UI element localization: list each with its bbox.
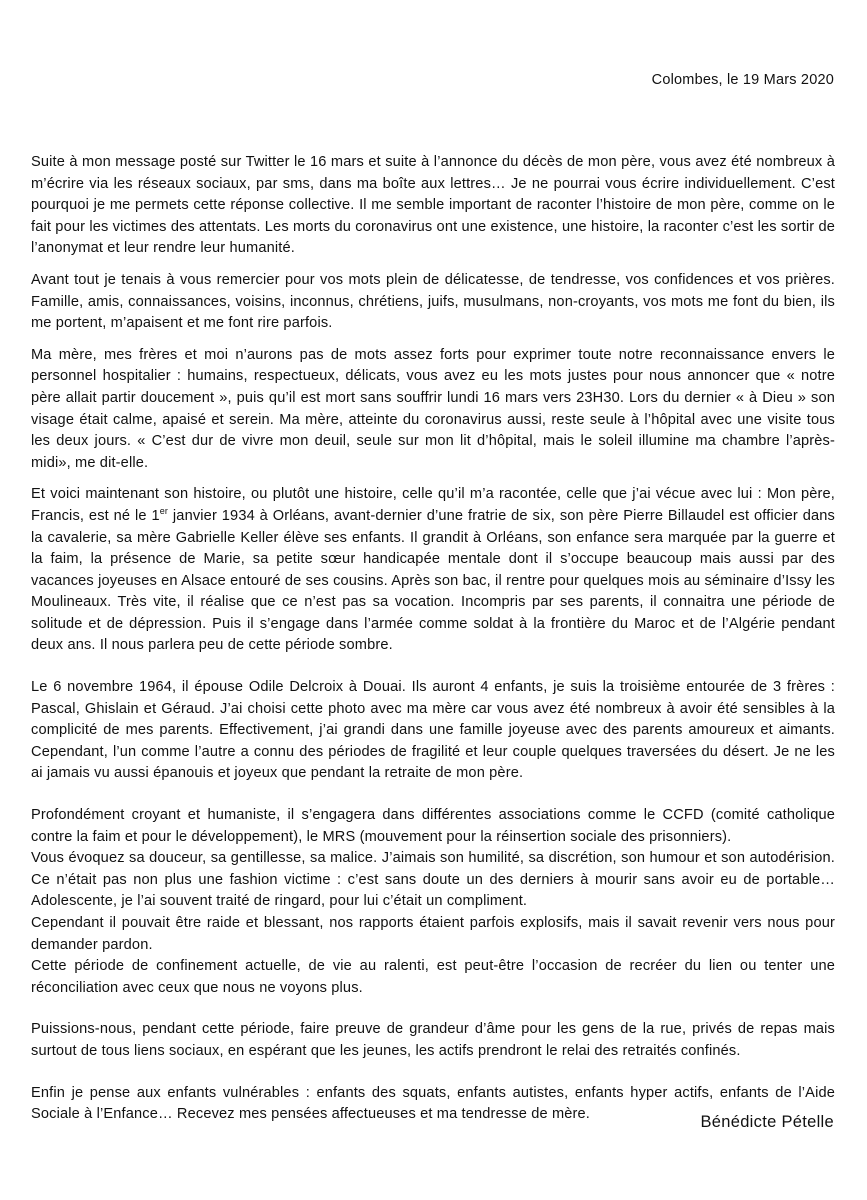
paragraph-character (31, 805, 835, 999)
paragraph-thanks: Avant tout je tenais à vous remercier pour vos mots plein de délicatesse, de tendresse, vos confidences et vos prières. Famille, amis, connaissances, voisins, inconnus, chrétiens, juifs, musulmans, non-croyants, vos mots me font du bien, ils me portent, m’apaisent et me font rire parfois. (31, 271, 835, 332)
biography-text-start: Et voici maintenant son histoire, ou plutôt une histoire, celle qu’il m’a racontée, celle que j’ai vécue avec lui : Mon père, Francis, est né le 1 (31, 486, 835, 524)
letter-body (31, 152, 835, 1126)
ordinal-superscript: er (159, 505, 169, 516)
biography-text-end: janvier 1934 à Orléans, avant-dernier d’une fratrie de six, son père Pierre Billaudel est officier dans la cavalerie, sa mère Gabrielle Keller élève ses enfants. Il grandit à Orléans, son enfance sera marquée par la guerre et la faim, la présence de Marie, sa petite sœur handicapée mentale dont il s’occupe beaucoup mais aussi par des vacances joyeuses en Alsace entouré de ses cousins. Après son bac, il rentre pour quelques mois au séminaire d’Issy les Moulineaux. Très vite, il réalise que ce n’est pas sa vocation. Incompris par ses parents, il connaitra une période de solitude et de dépression. Puis il s’engage dans l’armée comme soldat à la frontière du Maroc et de l’Algérie pendant deux ans. Il nous parlera peu de cette période sombre. (31, 507, 835, 654)
paragraph-closing: Enfin je pense aux enfants vulnérables : enfants des squats, enfants autistes, enfants hyper actifs, enfants de l’Aide Sociale à l’Enfance… Recevez mes pensées affectueuses et ma tendresse de mère. (31, 1084, 835, 1123)
paragraph-marriage: Le 6 novembre 1964, il épouse Odile Delcroix à Douai. Ils auront 4 enfants, je suis la troisième entourée de 3 frères : Pascal, Ghislain et Géraud. J’ai choisi cette photo avec ma mère car vous avez été nombreux à avoir été sensibles à la complicité de mes parents. Effectivement, j’ai grandi dans une famille joyeuse avec des parents amoureux et aimants. Cependant, l’un comme l’autre a connu des périodes de fragilité et leur couple quelques traversées du désert. Je ne les ai jamais vu aussi épanouis et joyeux que pendant la retraite de mon père. (31, 679, 835, 782)
character-line-confinement: Cette période de confinement actuelle, de vie au ralenti, est peut-être l’occasion de recréer du lien ou tenter une réconciliation avec ceux que nous ne voyons plus. (31, 958, 835, 996)
paragraph-hospital: Ma mère, mes frères et moi n’aurons pas de mots assez forts pour exprimer toute notre reconnaissance envers le personnel hospitalier : humains, respectueux, délicats, vous avez eu les mots justes pour nous annoncer que « notre père allait partir doucement », puis qu’il est mort sans souffrir lundi 16 mars vers 23H30. Lors du dernier « à Dieu » son visage était calme, apaisé et serein. Ma mère, atteinte du coronavirus aussi, reste seule à l’hôpital avec une visite tous les deux jours. « C’est dur de vivre mon deuil, seule sur mon lit d’hôpital, mais le soleil illumine ma chambre l’après-midi», me dit-elle. (31, 346, 835, 471)
character-line-conflicts: Cependant il pouvait être raide et blessant, nos rapports étaient parfois explosifs, mais il savait revenir vers nous pour demander pardon. (31, 915, 835, 953)
character-line-commitment: Profondément croyant et humaniste, il s’engagera dans différentes associations comme le CCFD (comité catholique contre la faim et pour le développement), le MRS (mouvement pour la réinsertion sociale des prisonniers). (31, 807, 835, 845)
paragraph-solidarity: Puissions-nous, pendant cette période, faire preuve de grandeur d’âme pour les gens de la rue, privés de repas mais surtout de tous liens sociaux, en espérant que les jeunes, les actifs prendront le relai des retraités confinés. (31, 1021, 835, 1059)
signature: Bénédicte Pételle (700, 1113, 834, 1131)
paragraph-intro: Suite à mon message posté sur Twitter le 16 mars et suite à l’annonce du décès de mon père, vous avez été nombreux à m’écrire via les réseaux sociaux, par sms, dans ma boîte aux lettres… Je ne pourrai vous écrire individuellement. C’est pourquoi je me permets cette réponse collective. Il me semble important de raconter l’histoire de mon père, comme on le fait pour les victimes des attentats. Les morts du coronavirus ont une existence, une histoire, la raconter c’est les sortir de l’anonymat et leur rendre leur humanité. (31, 154, 835, 257)
paragraph-biography (31, 484, 835, 657)
character-line-qualities: Vous évoquez sa douceur, sa gentillesse, sa malice. J’aimais son humilité, sa discrétion, son humour et son autodérision. Ce n’était pas non plus une fashion victime : c’est sans doute un des derniers à mourir sans avoir eu de portable… Adolescente, je l’ai souvent traité de ringard, pour lui c’était un compliment. (31, 850, 835, 910)
date-line: Colombes, le 19 Mars 2020 (651, 72, 834, 88)
